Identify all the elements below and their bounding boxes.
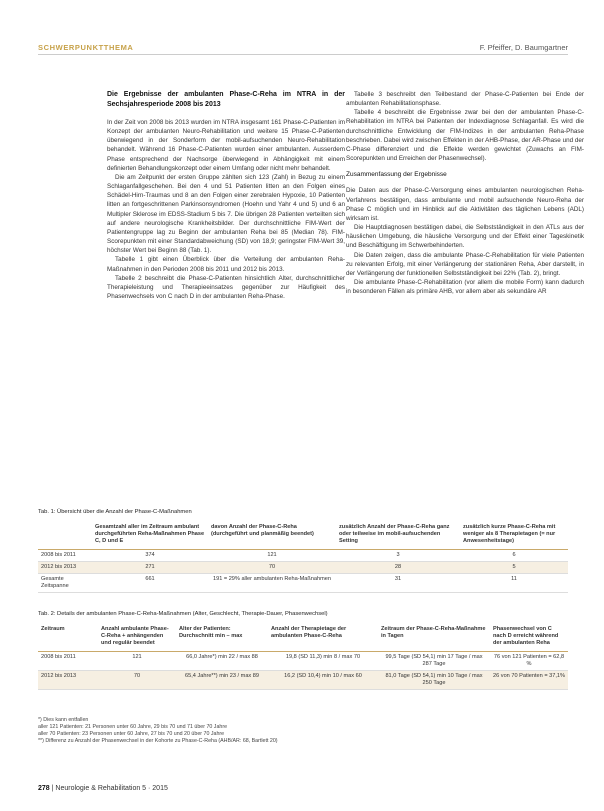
paragraph: Die Daten zeigen, dass die ambulante Phase-C-Rehabilitation für viele Patienten zu relevanten Erfolg, mit einer Verlängerung der stationären Reha, Aber darstellt, in der Verlängerung der funktionellen Selbstständigkeit bei 22% (Tab. 2), bringt.: [346, 251, 584, 277]
table-row: [38, 574, 568, 593]
paragraph: Die am Zeitpunkt der ersten Gruppe zählten sich 123 (Zahl) in Bezug zu einem Schlaganfallgeschehen. Bei den 4 und 51 Patienten litten an den Folgen eines Schädel-Hirn-Traumas und 8 an den Folgen einer zerebralen Hypoxie, 10 Patienten litten an fortgeschrittenen Parkinsonsyndromen (Hoehn und Yahr 4 und 5) und 6 an Multipler Sklerose im EDSS-Stadium 5 bis 7. Die übrigen 28 Patienten verteilten sich auf andere neurologische Krankheitsbilder. Der durchschnittliche FIM-Wert der Patientengruppe lag zu Beginn der ambulanten Reha bei 85 (Median 78). FIM-Scorepunkten mit einer Standardabweichung (SD) von 18,9; geringster FIM-Wert 39, höchster Wert bei Beginn 88 (Tab. 1).: [107, 173, 345, 255]
paragraph: Tabelle 3 beschreibt den Teilbestand der Phase-C-Patienten bei Ende der ambulanten Rehabilitationsphase.: [346, 91, 584, 108]
table-cell: 11: [460, 574, 568, 593]
table-row: [38, 651, 568, 670]
table-cell: 70: [208, 561, 336, 573]
section-heading: Die Ergebnisse der ambulanten Phase-C-Reha im NTRA in der Sechsjahresperiode 2008 bis 2013: [107, 91, 345, 108]
subheading: Zusammenfassung der Ergebnisse: [346, 171, 447, 179]
table-cell: 19,8 (SD 11,3) min 8 / max 70: [268, 651, 378, 670]
paragraph: In der Zeit von 2008 bis 2013 wurden im NTRA insgesamt 161 Phase-C-Patienten im Konzept der ambulanten Neuro-Rehabilitation und weitere 15 Phase-C-Patienten überwiegend in der Sonderform der mobil-aufsuchenden Neuro-Rehabilitation behandelt. Während 16 Phase-C-Patienten wurden einer ambulanten. Ausserdem Phase entsprechend der Nachsorge überwiegend in Abhängigkeit mit einem definierten Behandlungskonzept oder einem Umfang oder nicht mehr behandelt.: [107, 119, 345, 172]
author-line: F. Pfeiffer, D. Baumgartner: [479, 43, 568, 52]
paragraph: Tabelle 2 beschreibt die Phase-C-Patienten hinsichtlich Alter, durchschnittlicher Therapieleistung und Therapieeinsatzes gegenüber zur Häufigkeit des Phasenwechsels von C nach D in der ambulanten Reha-Phase.: [107, 274, 345, 300]
table-cell: 3: [336, 549, 460, 561]
table-header-row: [38, 521, 568, 549]
table-header-cell: Zeitraum der Phase-C-Reha-Maßnahme in Tagen: [378, 623, 490, 651]
table-cell: 191 = 29% aller ambulanten Reha-Maßnahmen: [208, 574, 336, 593]
table-cell: 26 von 70 Patienten = 37,1%: [490, 671, 568, 690]
table-cell: 121: [208, 549, 336, 561]
table-cell: 2012 bis 2013: [38, 671, 98, 690]
table-header-cell: Gesamtzahl aller im Zeitraum ambulant durchgeführten Reha-Maßnahmen Phase C, D und E: [92, 521, 208, 549]
table-cell: 5: [460, 561, 568, 573]
table1: [38, 521, 568, 593]
note-line: aller 121 Patienten: 21 Personen unter 60 Jahre, 29 bis 70 und 71 über 70 Jahre: [38, 724, 228, 730]
table-header-cell: Phasenwechsel von C nach D erreicht während der ambulanten Reha: [490, 623, 568, 651]
page-number: 278: [38, 785, 50, 792]
table2-caption: Tab. 2: Details der ambulanten Phase-C-Reha-Maßnahmen (Alter, Geschlecht, Therapie-Dauer, Phasenwechsel): [38, 611, 328, 617]
table-cell: 65,4 Jahre**) min 23 / max 89: [176, 671, 268, 690]
table-notes: [38, 717, 278, 745]
paragraph: Die Hauptdiagnosen bestätigen dabei, die Selbstständigkeit in den ATLs aus der häuslichen Umgebung, die häusliche Versorgung und der Effekt einer Tageskinetik und Beschäftigung im Schwerbehinderten.: [346, 224, 584, 250]
table-row: [38, 561, 568, 573]
table-header-cell: Anzahl der Therapietage der ambulanten Phase-C-Reha: [268, 623, 378, 651]
left-column: [107, 90, 345, 301]
table-cell: 28: [336, 561, 460, 573]
table-cell: 121: [98, 651, 176, 670]
table-header-cell: Alter der Patienten: Durchschnitt min – max: [176, 623, 268, 651]
table-cell: 2012 bis 2013: [38, 561, 92, 573]
table-cell: 99,5 Tage (SD 54,1) min 17 Tage / max 287 Tage: [378, 651, 490, 670]
header-rule: [38, 54, 568, 55]
table-cell: 16,2 (SD 10,4) min 10 / max 60: [268, 671, 378, 690]
paragraph: Tabelle 4 beschreibt die Ergebnisse zwar bei den der ambulanten Phase-C-Rehabilitation im NTRA bei Patienten der Indexdiagnose Schlaganfall. Es wird die durchschnittliche Entwicklung der FIM-Indizes in der ambulanten Reha-Phase beschrieben. Dabei wird zwischen Effekten in der AHB-Phase, der AR-Phase und der C-Phase differenziert und die Effekte werden gewichtet (Zuwachs an FIM-Scorepunkten und Erreichen der Phasenwechsel).: [346, 109, 584, 163]
table-row: [38, 671, 568, 690]
note-line: **) Differenz zu Anzahl der Phasenwechsel in der Kohorte zu Phase-C-Reha (AHB/AR: 68, Bartlett 20): [38, 738, 278, 744]
table-cell: 271: [92, 561, 208, 573]
table-header-cell: Anzahl ambulante Phase-C-Reha + anhängenden und regulär beendet: [98, 623, 176, 651]
table-header-cell: davon Anzahl der Phase-C-Reha (durchgeführt und planmäßig beendet): [208, 521, 336, 549]
table-cell: 6: [460, 549, 568, 561]
table-cell: 70: [98, 671, 176, 690]
table-cell: 661: [92, 574, 208, 593]
note-line: *) Dies kann entfallen: [38, 717, 89, 723]
table-header-row: [38, 623, 568, 651]
table-cell: Gesamte Zeitspanne: [38, 574, 92, 593]
table-cell: 31: [336, 574, 460, 593]
paragraph: Die Daten aus der Phase-C-Versorgung eines ambulanten neurologischen Reha-Verfahrens bestätigen, dass ambulante und mobil aufsuchende Neuro-Reha der Phase C möglich und im Hinblick auf die Aktivitäten des täglichen Lebens (ADL) wirksam ist.: [346, 187, 584, 222]
table-cell: 2008 bis 2011: [38, 651, 98, 670]
table-header-cell: zusätzlich kurze Phase-C-Reha mit weniger als 8 Therapietagen (= nur Anwesenheitstage): [460, 521, 568, 549]
paragraph: Die ambulante Phase-C-Rehabilitation (vor allem die mobile Form) kann dadurch in besonderen Fällen als primäre AHB, vor allem aber als sekundäre AR: [346, 278, 584, 296]
table-header-cell: Zeitraum: [38, 623, 98, 651]
table-row: [38, 549, 568, 561]
page-footer: [38, 785, 168, 792]
note-line: aller 70 Patienten: 23 Personen unter 60 Jahre, 27 bis 70 und 20 über 70 Jahre: [38, 731, 225, 737]
table-cell: 81,0 Tage (SD 54,1) min 10 Tage / max 250 Tage: [378, 671, 490, 690]
paragraph: Tabelle 1 gibt einen Überblick über die Verteilung der ambulanten Reha-Maßnahmen in den Perioden 2008 bis 2011 und 2012 bis 2013.: [107, 256, 345, 273]
table-header-cell: zusätzlich Anzahl der Phase-C-Reha ganz oder teilweise im mobil-aufsuchenden Setting: [336, 521, 460, 549]
table2: [38, 623, 568, 690]
table-header-cell: [38, 521, 92, 549]
table-cell: 374: [92, 549, 208, 561]
table1-caption: Tab. 1: Übersicht über die Anzahl der Phase-C-Maßnahmen: [38, 509, 192, 515]
journal-name: | Neurologie & Rehabilitation 5 · 2015: [51, 785, 168, 792]
table-cell: 2008 bis 2011: [38, 549, 92, 561]
section-label: SCHWERPUNKTTHEMA: [38, 43, 134, 52]
table-cell: 66,0 Jahre*) min 22 / max 88: [176, 651, 268, 670]
right-column: [346, 90, 584, 296]
table-cell: 76 von 121 Patienten = 62,8 %: [490, 651, 568, 670]
